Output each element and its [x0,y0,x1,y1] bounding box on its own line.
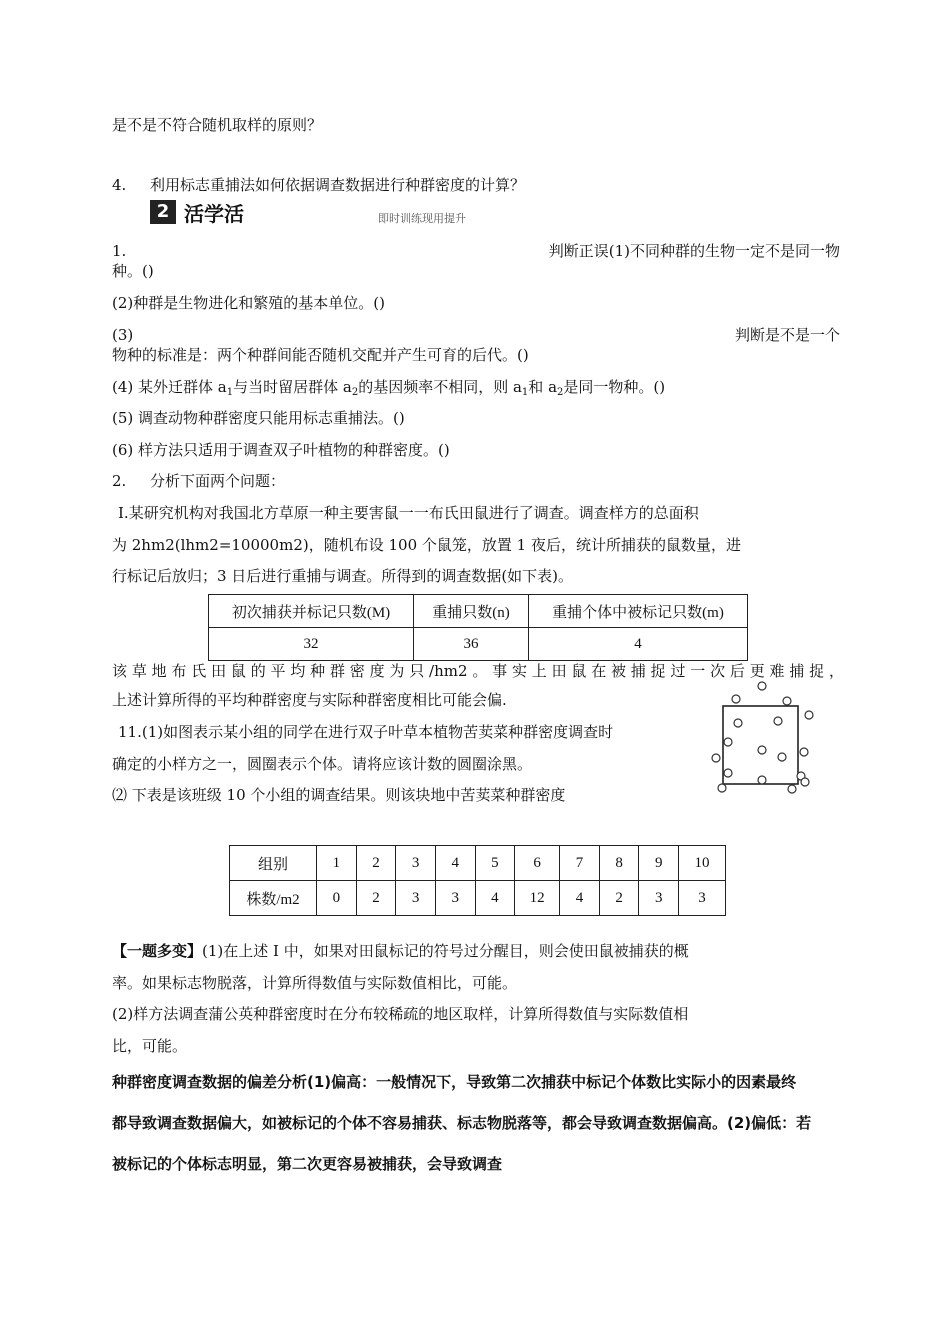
judge-6: (6) 样方法只适用于调查双子叶植物的种群密度。() [112,441,450,459]
judge-3-text: 判断是不是一个 [734,326,840,344]
group-count-table [229,845,726,916]
individual-circle [758,682,766,690]
judge-3-number: (3) [112,326,134,344]
after-table-line-1: 该草地布氏田鼠的平均种群密度为只/hm2。事实上田鼠在被捕捉过一次后更难捕捉， [112,662,844,680]
table-cell: 36 [414,628,529,661]
individual-circle [718,784,726,792]
judge-3-continued: 物种的标准是：两个种群间能否随机交配并产生可育的后代。() [112,346,529,364]
q11-line-1: 11.(1)如图表示某小组的同学在进行双子叶草本植物苦荬菜种群密度调查时 [118,723,614,741]
q11-line-2: 确定的小样方之一，圆圈表示个体。请将应该计数的圆圈涂黑。 [112,755,533,773]
table-cell: 0 [317,881,357,916]
table-cell: 32 [209,628,414,661]
table-cell: 2 [356,846,396,881]
table-header-cell: 重捕个体中被标记只数(m) [529,595,748,628]
table-cell: 5 [475,846,515,881]
variant-line-2: 率。如果标志物脱落，计算所得数值与实际数值相比，可能。 [112,974,518,992]
individual-circle [712,754,720,762]
variant-line-3: (2)样方法调查蒲公英种群密度时在分布较稀疏的地区取样，计算所得数值与实际数值相 [112,1005,689,1023]
table-row [230,846,726,881]
table-cell: 2 [356,881,396,916]
analysis-line-2: 都导致调查数据偏大，如被标记的个体不容易捕获、标志物脱落等，都会导致调查数据偏高。(2)偏低：若 [112,1114,812,1132]
table-cell: 10 [679,846,726,881]
judge-1-text: 判断正误(1)不同种群的生物一定不是同一物 [548,242,840,260]
judge-5: (5) 调查动物种群密度只能用标志重捕法。() [112,409,405,427]
q4-text: 利用标志重捕法如何依据调查数据进行种群密度的计算？ [150,176,526,194]
q2-paragraph-line-3: 行标记后放归；3 日后进行重捕与调查。所得到的调查数据(如下表)。 [112,567,574,585]
individual-circle [724,769,732,777]
individual-circle [800,748,808,756]
table-row [209,595,748,628]
individual-circle [732,695,740,703]
individual-circle [758,776,766,784]
q11-line-3: ⑵ 下表是该班级 10 个小组的调查结果。则该块地中苦荬菜种群密度 [112,786,566,804]
q4-number: 4. [112,176,127,194]
judge-1-number: 1. [112,242,127,260]
top-line: 是不是不符合随机取样的原则？ [112,116,323,134]
table-header-cell: 重捕只数(n) [414,595,529,628]
table-row [209,628,748,661]
individual-circle [778,753,786,761]
quadrat-diagram [700,676,830,801]
analysis-line-1: 种群密度调查数据的偏差分析(1)偏高：一般情况下，导致第二次捕获中标记个体数比实际小的因素最终 [112,1073,797,1091]
judge-2: (2)种群是生物进化和繁殖的基本单位。() [112,294,385,312]
individual-circle [801,778,809,786]
table-cell: 7 [560,846,600,881]
variant-line-1: 【一题多变】(1)在上述 I 中，如果对田鼠标记的符号过分醒目，则会使田鼠被捕获的概 [112,942,689,960]
table-cell: 8 [599,846,639,881]
analysis-title: 种群密度调查数据的偏差分析 [112,1073,308,1091]
table-cell: 4 [560,881,600,916]
q2-paragraph-line-2: 为 2hm2(lhm2=10000m2)，随机布设 100 个鼠笼，放置 1 夜后，统计所捕获的鼠数量，进 [112,536,741,554]
q2-number: 2. [112,472,127,490]
section-title: 活学活 [184,202,244,226]
q2-paragraph-line-1: I.某研究机构对我国北方草原一种主要害鼠一一布氏田鼠进行了调查。调查样方的总面积 [118,504,699,522]
individual-circle [805,711,813,719]
table-cell: 4 [475,881,515,916]
section-badge: 2 [150,200,176,224]
variant-label: 【一题多变】 [112,942,203,960]
table-cell: 4 [435,846,475,881]
table-cell: 3 [396,881,436,916]
table-cell: 3 [396,846,436,881]
table-cell: 3 [639,881,679,916]
table-cell: 3 [435,881,475,916]
individual-circle [734,719,742,727]
after-table-line-2: 上述计算所得的平均种群密度与实际种群密度相比可能会偏. [112,691,507,709]
individual-circle [724,738,732,746]
table-cell: 12 [515,881,560,916]
table-cell: 4 [529,628,748,661]
individual-circle [783,697,791,705]
table-header-cell: 组别 [230,846,317,881]
table-header-cell: 初次捕获并标记只数(M) [209,595,414,628]
table-cell: 3 [679,881,726,916]
section-subtitle: 即时训练现用提升 [378,212,466,225]
judge-1-continued: 种。() [112,262,154,280]
table-cell: 2 [599,881,639,916]
table-cell: 1 [317,846,357,881]
judge-4: (4) 某外迁群体 $a_1$与当时留居群体 $a_2$的基因频率不相同，则 $a_1$和 $a_2$是同一物种。() [112,378,666,398]
analysis-line-3: 被标记的个体标志明显，第二次更容易被捕获，会导致调查 [112,1155,503,1173]
table-header-cell: 株数/m2 [230,881,317,916]
variant-line-4: 比，可能。 [112,1037,188,1055]
table-cell: 6 [515,846,560,881]
individual-circle [758,746,766,754]
table-cell: 9 [639,846,679,881]
mark-recapture-table [208,594,748,661]
individual-circle [774,717,782,725]
table-row [230,881,726,916]
quadrat-square [723,706,798,784]
individual-circle [788,785,796,793]
q2-title: 分析下面两个问题： [150,472,286,490]
